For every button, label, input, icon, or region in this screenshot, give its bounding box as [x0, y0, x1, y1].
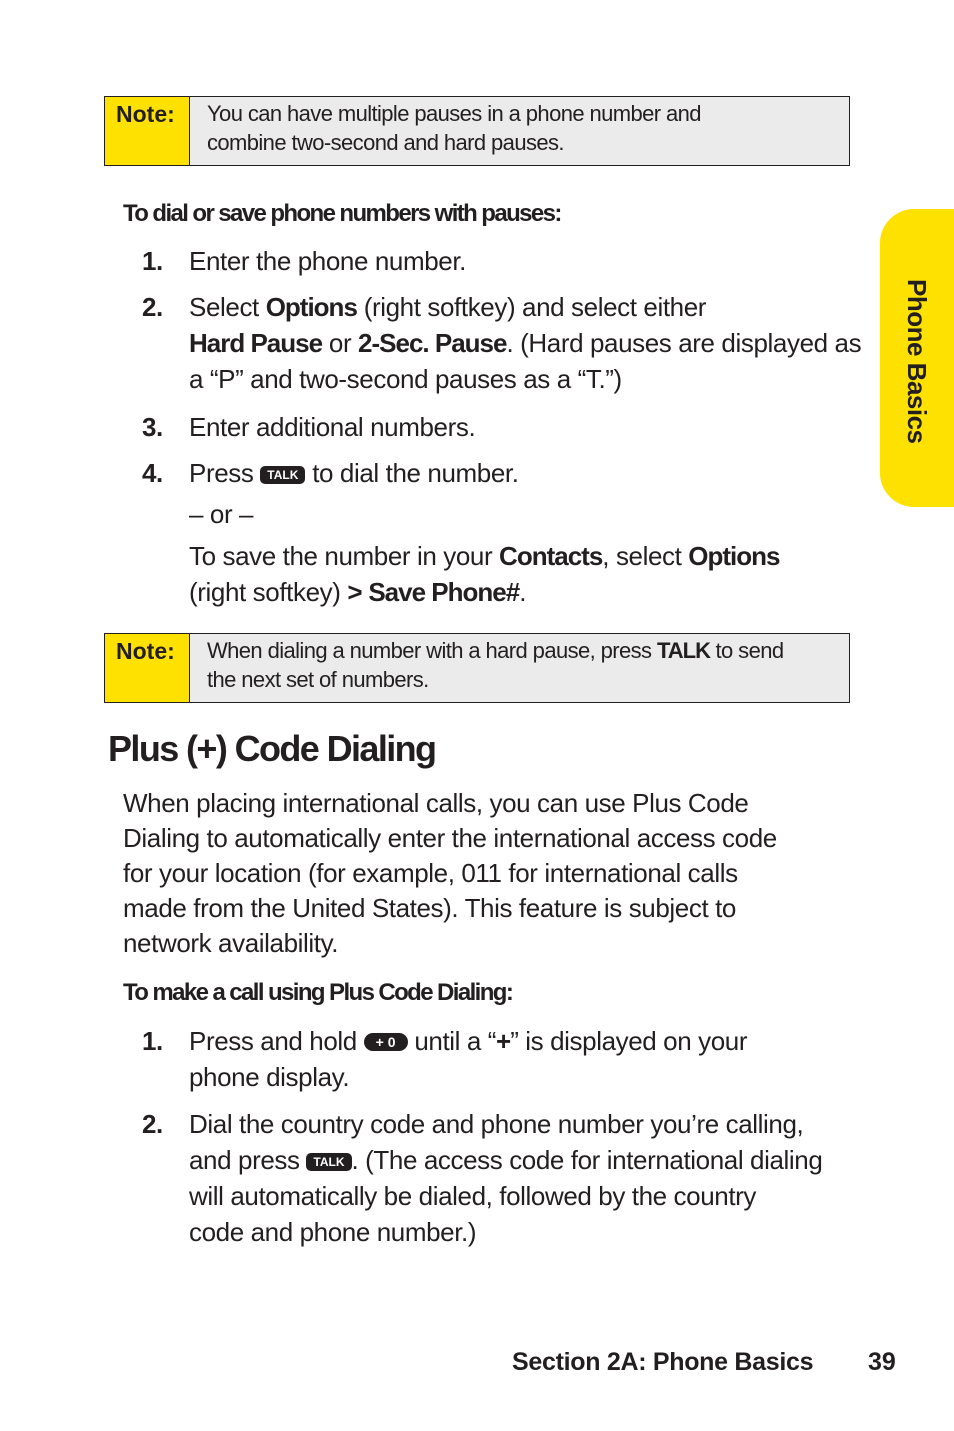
step-text: Press TALK to dial the number. — [189, 458, 519, 488]
contacts-term: Contacts — [499, 541, 603, 571]
note-box-pauses — [104, 96, 850, 166]
pause-step-3 — [142, 409, 862, 445]
options-term: Options — [265, 292, 357, 322]
section-tab — [880, 209, 954, 507]
step-text: Select Options (right softkey) and select either Hard Pause or 2-Sec. Pause. (Hard pauses are displayed as a “P” and two-second pauses as a “T.”) — [189, 292, 862, 394]
section-heading: Plus (+) Code Dialing — [108, 728, 436, 769]
step-number: 3. — [142, 412, 163, 442]
note-label: Note: — [105, 97, 190, 165]
plus-step-1 — [142, 1023, 862, 1095]
step-text: Enter the phone number. — [189, 246, 467, 276]
note-text: You can have multiple pauses in a phone number and combine two-second and hard pauses. — [207, 101, 701, 155]
pause-step-2 — [142, 289, 862, 397]
save-instruction: To save the number in your Contacts, select Options (right softkey) > Save Phone#. — [189, 541, 780, 607]
note-box-hard-pause — [104, 633, 850, 703]
step-number: 2. — [142, 292, 163, 322]
talk-key-icon: TALK — [260, 466, 305, 484]
page-number: 39 — [868, 1348, 896, 1376]
footer-section-title: Section 2A: Phone Basics — [512, 1348, 814, 1376]
pause-step-1 — [142, 243, 862, 279]
step-number: 1. — [142, 246, 163, 276]
step-number: 2. — [142, 1109, 163, 1139]
pauses-heading: To dial or save phone numbers with pauses: — [123, 200, 561, 227]
section-tab-label: Phone Basics — [902, 279, 932, 444]
plus-zero-key-icon: + 0 — [364, 1033, 408, 1051]
pause-step-4 — [142, 455, 862, 491]
save-phone-term: Save Phone# — [368, 577, 520, 607]
talk-term: TALK — [656, 638, 710, 663]
plus-step-2 — [142, 1106, 862, 1250]
talk-key-icon: TALK — [306, 1153, 351, 1171]
step-text: Enter additional numbers. — [189, 412, 476, 442]
plus-code-subheading: To make a call using Plus Code Dialing: — [123, 979, 513, 1006]
plus-symbol: + — [496, 1026, 511, 1056]
step-number: 1. — [142, 1026, 163, 1056]
note-label: Note: — [105, 634, 190, 702]
step-number: 4. — [142, 458, 163, 488]
intro-paragraph: When placing international calls, you can use Plus Code Dialing to automatically enter the international access code for your location (for example, 011 for international calls made from the United States). This feature is subject to network availability. — [123, 788, 777, 958]
step-text: Press and hold + 0 until a “+” is displayed on your phone display. — [189, 1026, 748, 1092]
note-text: When dialing a number with a hard pause, press TALK to send the next set of numbers. — [207, 638, 784, 692]
or-separator: – or – — [189, 499, 254, 529]
options-term: Options — [688, 541, 780, 571]
chevron-right-icon: > — [347, 577, 362, 607]
hard-pause-term: Hard Pause — [189, 328, 323, 358]
step-text: Dial the country code and phone number you’re calling, and press TALK . (The access code for international dialing will automatically be dialed, followed by the country code and phone number.) — [189, 1109, 823, 1247]
two-sec-pause-term: 2-Sec. Pause — [358, 328, 507, 358]
